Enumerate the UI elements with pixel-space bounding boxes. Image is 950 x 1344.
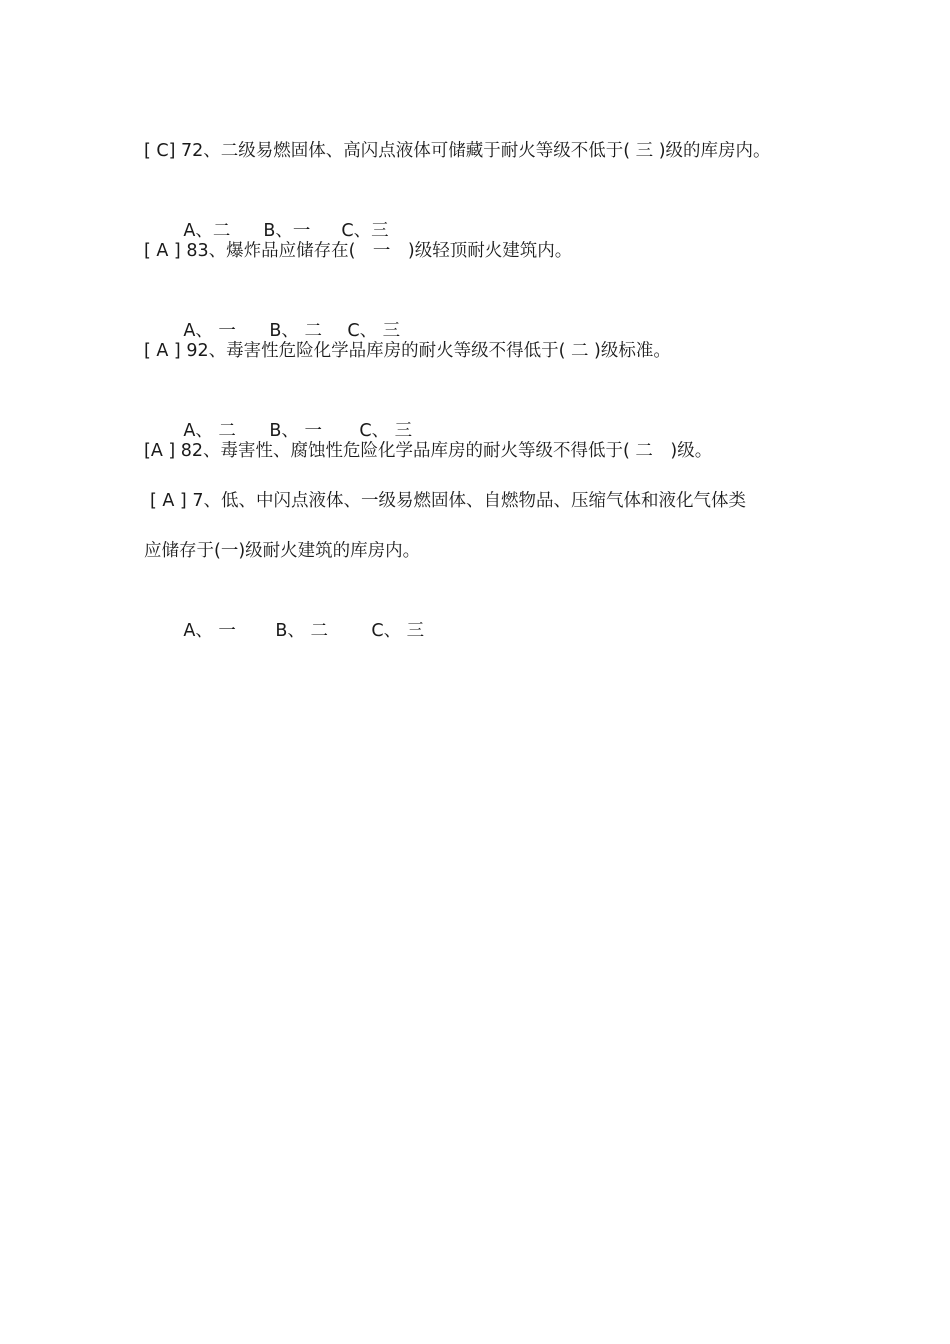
question-83-options bbox=[144, 286, 824, 341]
question-92-stem: [ A ] 92、毒害性危险化学品库房的耐火等级不得低于( 二 )级标准。 bbox=[144, 341, 671, 361]
option-c: C、 三 bbox=[371, 621, 425, 641]
question-92-options bbox=[144, 386, 824, 441]
option-b: B、一 bbox=[263, 221, 311, 241]
question-7-stem-line1: [ A ] 7、低、中闪点液体、一级易燃固体、自燃物品、压缩气体和液化气体类 bbox=[150, 491, 746, 511]
question-82-stem: [A ] 82、毒害性、腐蚀性危险化学品库房的耐火等级不得低于( 二 )级。 bbox=[144, 441, 713, 461]
option-c: C、 三 bbox=[359, 421, 413, 441]
question-7-options bbox=[144, 586, 824, 641]
question-7-stem-line2: 应储存于(一)级耐火建筑的库房内。 bbox=[144, 541, 421, 561]
option-a: A、 二 bbox=[183, 421, 236, 441]
option-b: B、 二 bbox=[275, 621, 328, 641]
option-c: C、三 bbox=[341, 221, 389, 241]
question-72-stem: [ C] 72、二级易燃固体、高闪点液体可储藏于耐火等级不低于( 三 )级的库房内。 bbox=[144, 141, 771, 161]
question-list bbox=[144, 136, 824, 641]
question-72-options bbox=[144, 186, 824, 241]
option-b: B、 二 bbox=[269, 321, 322, 341]
option-a: A、 一 bbox=[183, 621, 236, 641]
question-83-stem: [ A ] 83、爆炸品应储存在( 一 )级轻顶耐火建筑内。 bbox=[144, 241, 573, 261]
option-a: A、 一 bbox=[183, 321, 236, 341]
option-a: A、二 bbox=[183, 221, 231, 241]
option-b: B、 一 bbox=[269, 421, 322, 441]
option-c: C、 三 bbox=[347, 321, 401, 341]
